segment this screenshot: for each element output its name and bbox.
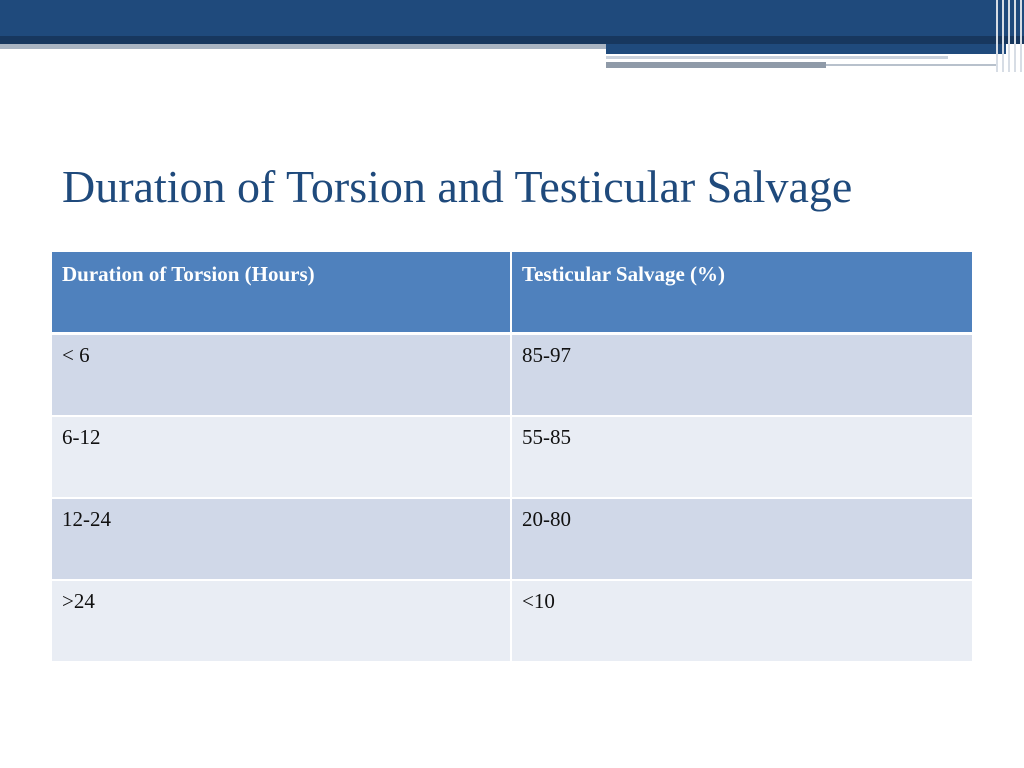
header-duration: Duration of Torsion (Hours) [52,252,512,335]
table-row [52,335,972,417]
banner-dark-strip [0,36,1024,44]
cell-duration: < 6 [52,335,512,417]
cell-salvage: 20-80 [512,499,972,581]
salvage-table [52,252,972,663]
banner-accent-line [826,64,996,66]
table-row [52,417,972,499]
banner-accent-line [606,56,948,59]
cell-duration: >24 [52,581,512,663]
table-header-row [52,252,972,335]
top-banner [0,0,1024,72]
banner-gray-strip [0,44,606,49]
banner-vertical-bars [994,0,1024,72]
slide-title: Duration of Torsion and Testicular Salvage [62,161,853,212]
cell-duration: 6-12 [52,417,512,499]
banner-main-band [0,0,1024,36]
header-salvage: Testicular Salvage (%) [512,252,972,335]
cell-salvage: 55-85 [512,417,972,499]
cell-salvage: <10 [512,581,972,663]
banner-accent-line [606,62,826,68]
table-row [52,581,972,663]
cell-duration: 12-24 [52,499,512,581]
table-row [52,499,972,581]
cell-salvage: 85-97 [512,335,972,417]
banner-right-block [606,44,1006,54]
